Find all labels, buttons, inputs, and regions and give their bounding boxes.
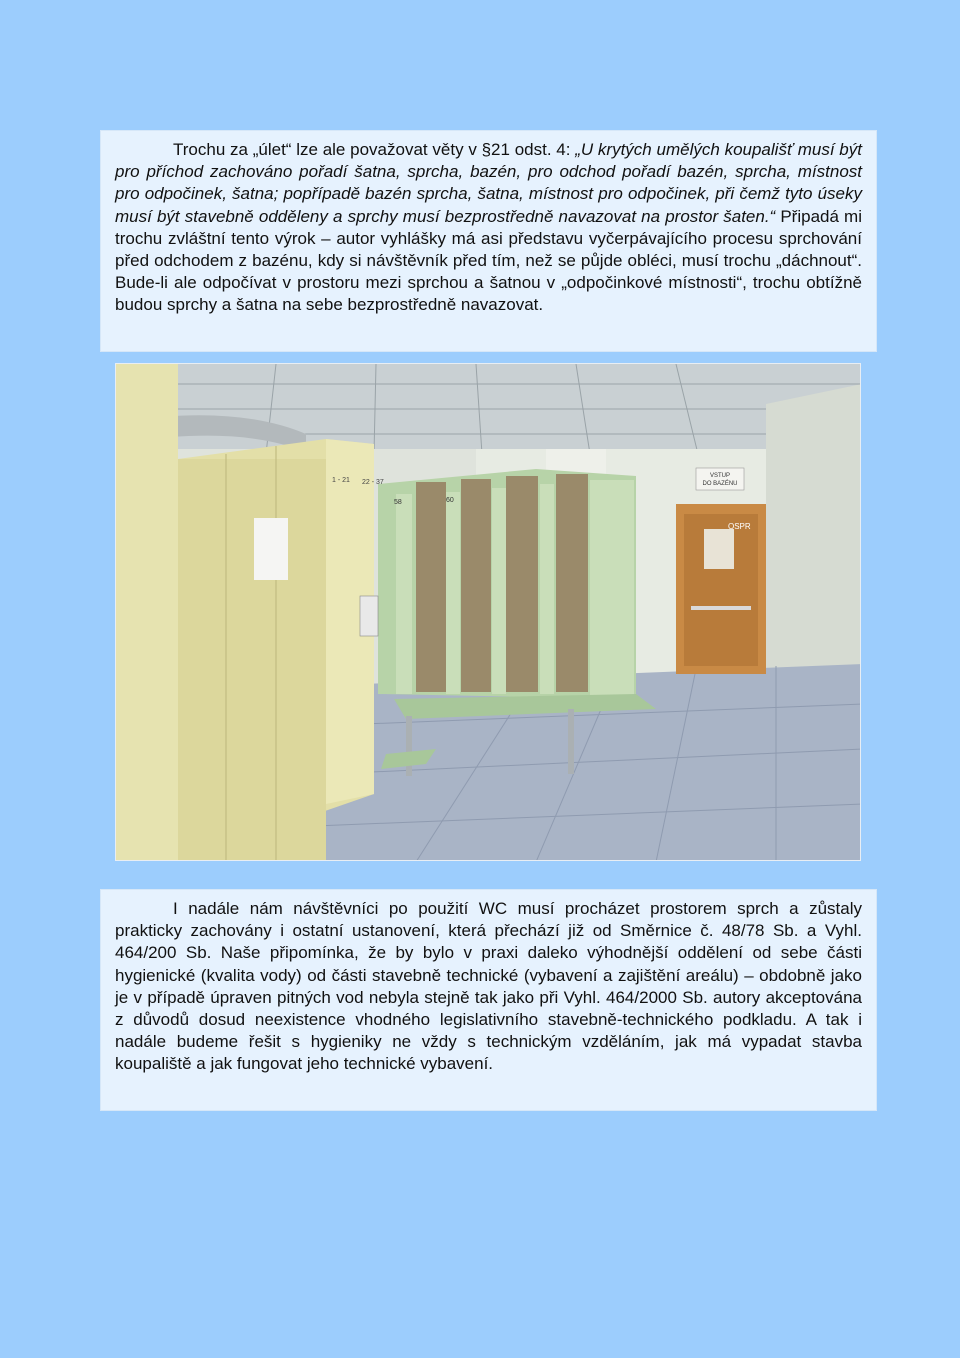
door-sign-line1: VSTUP	[709, 473, 731, 479]
paragraph-box-top	[100, 130, 877, 352]
paragraph-box-bottom	[100, 889, 877, 1111]
paragraph-text: I nadále nám návštěvníci po použití WC musí procházet prostorem sprch a zůstaly prakticky zachovány i ostatní ustanovení, která přechází již od Směrnice č. 48/78 Sb. a Vyhl. 464/200 Sb. Naše připomínka, že by bylo v praxi daleko výhodnější oddělení od sebe části hygienické (kvalita vody) od části stavebně technické (vybavení a zajištění areálu) – obdobně jako je v případě úpraven pitných vod nebyla stejně tak jako při Vyhl. 464/2000 Sb. autory akceptována z důvodů dosud neexistence vhodného legislativního stavebně-technického podkladu. A tak i nadále budeme řešit s hygieniky ne vždy s technickým vzděláním, jak má vypadat stavba koupaliště a jak fungovat jeho technické vybavení.	[115, 899, 862, 1074]
locker-label-right: 22 - 37	[362, 479, 384, 486]
paragraph-lead: Trochu za „úlet“ lze ale považovat věty v §21 odst. 4:	[173, 140, 576, 159]
door-label: OSPR	[728, 522, 751, 531]
locker-label-left: 1 - 21	[332, 477, 350, 484]
locker-number-b: 60	[446, 497, 454, 504]
changing-room-photo	[115, 363, 861, 861]
regulation-quote: „U krytých umělých koupališť musí být pro příchod zachováno pořadí šatna, sprcha, bazén, pro odchod pořadí bazén, sprcha, místnost pro odpočinek, šatna; popřípadě bazén sprcha, šatna, místnost pro odpočinek, při čemž tyto úseky musí být stavebně odděleny a sprchy musí bezprostředně navazovat na prostor šaten.“	[115, 140, 862, 226]
paragraph-commentary: Připadá mi trochu zvláštní tento výrok – autor vyhlášky má asi představu vyčerpávajícího procesu sprchování před odchodem z bazénu, kdy si návštěvník před tím, než se půjde obléci, musí trochu „dáchnout“. Bude-li ale odpočívat v prostoru mezi sprchou a šatnou v „odpočinkové místnosti“, trochu obtížně budou sprchy a šatna na sebe bezprostředně navazovat.	[115, 206, 862, 315]
locker-number-a: 58	[394, 499, 402, 506]
door-sign-line2: DO BAZÉNU	[702, 481, 738, 487]
